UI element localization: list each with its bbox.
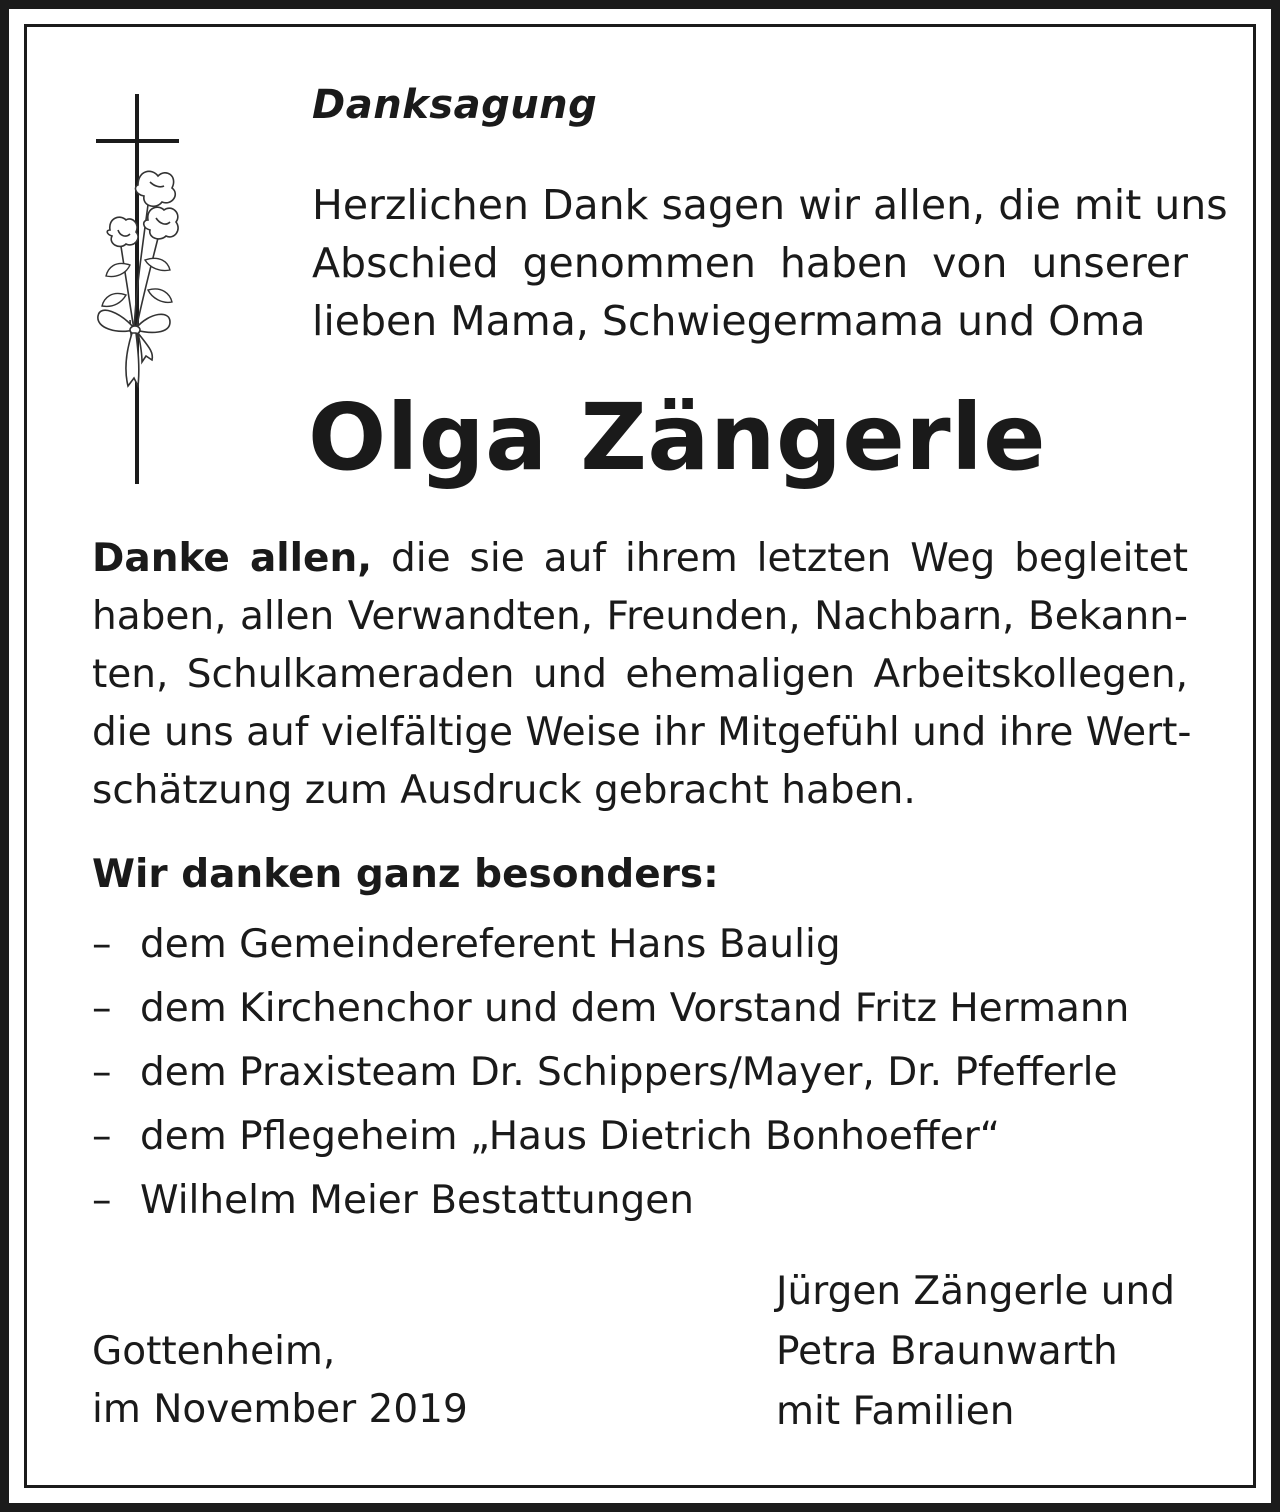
dash: – (92, 922, 112, 967)
list-item-text: Wilhelm Meier Bestattungen (140, 1178, 694, 1223)
intro-line: lieben Mama, Schwiegermama und Oma (312, 297, 1146, 345)
list-item (92, 1045, 1129, 1109)
intro-text (312, 176, 1228, 350)
place-city: Gottenheim, (92, 1329, 336, 1374)
thanks-lead: Danke allen, (92, 536, 373, 581)
list-item-text: dem Gemeindereferent Hans Baulig (140, 922, 841, 967)
list-item-text: dem Praxisteam Dr. Schippers/Mayer, Dr. Pfefferle (140, 1050, 1118, 1095)
thanks-first-line-text: die sie auf ihrem letzten Weg begleitet (372, 536, 1188, 581)
thanks-line: schätzung zum Ausdruck gebracht haben. (92, 768, 916, 813)
place-date: im November 2019 (92, 1387, 468, 1432)
signers (776, 1262, 1175, 1442)
special-thanks-heading: Wir danken ganz besonders: (92, 852, 719, 897)
list-item-text: dem Kirchenchor und dem Vorstand Fritz Hermann (140, 986, 1130, 1031)
dash: – (92, 1178, 112, 1223)
thanks-line: haben, allen Verwandten, Freunden, Nachbarn, Bekann- (92, 594, 1188, 639)
place-and-date (92, 1323, 468, 1439)
list-item (92, 1173, 1129, 1237)
dash: – (92, 986, 112, 1031)
thanks-paragraph (92, 530, 1192, 820)
dash: – (92, 1114, 112, 1159)
list-item (92, 981, 1129, 1045)
deceased-name: Olga Zängerle (308, 384, 1047, 491)
list-item (92, 1109, 1129, 1173)
intro-line: Abschied genommen haben von unserer (312, 239, 1188, 287)
list-item (92, 917, 1129, 981)
intro-line: Herzlichen Dank sagen wir allen, die mit uns (312, 181, 1228, 229)
signer-line: Jürgen Zängerle und (776, 1269, 1175, 1314)
thanks-line (92, 530, 1188, 588)
list-item-text: dem Pflegeheim „Haus Dietrich Bonhoeffer“ (140, 1114, 1000, 1159)
page-heading: Danksagung (312, 82, 598, 128)
thanks-line: ten, Schulkameraden und ehemaligen Arbeitskollegen, (92, 652, 1188, 697)
signer-line: Petra Braunwarth (776, 1329, 1118, 1374)
dash: – (92, 1050, 112, 1095)
thanks-line: die uns auf vielfältige Weise ihr Mitgefühl und ihre Wert- (92, 710, 1192, 755)
signer-line: mit Familien (776, 1389, 1015, 1434)
cross-with-flowers-icon (90, 90, 190, 490)
special-thanks-list (92, 917, 1129, 1237)
